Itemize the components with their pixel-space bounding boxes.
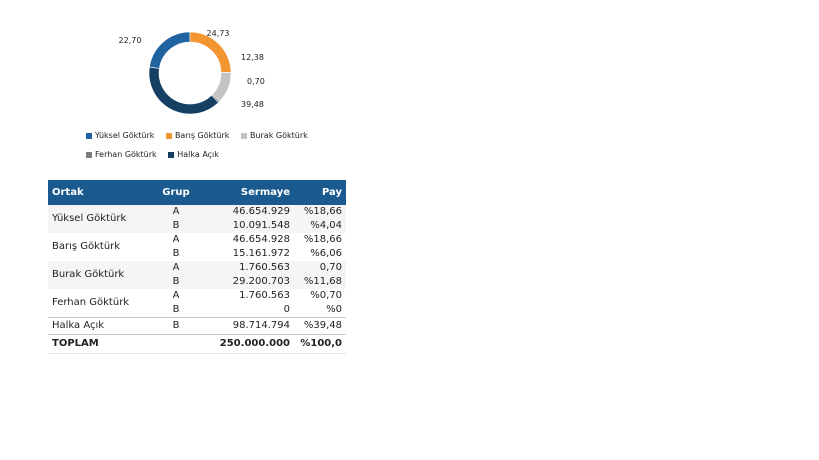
group-cell: B [143,219,209,233]
legend-swatch [86,152,92,158]
legend-label: Halka Açık [177,150,219,159]
table-row [48,233,346,247]
share-cell: %18,66 [294,205,346,219]
group-cell: B [143,275,209,289]
shareholder-name: Burak Göktürk [48,261,143,289]
legend-swatch [168,152,174,158]
donut-slice-1[interactable] [190,32,231,72]
legend-swatch [166,133,172,139]
legend-item-yuksel[interactable] [86,127,154,145]
table-header-row [48,180,346,205]
table-row [48,205,346,219]
capital-cell: 10.091.548 [209,219,294,233]
table-row [48,261,346,275]
capital-cell: 0 [283,304,290,315]
legend-label: Yüksel Göktürk [95,131,155,140]
donut-chart [110,20,310,125]
legend-item-ferhan[interactable] [86,146,157,164]
legend-swatch [241,133,247,139]
total-capital: 250.000.000 [209,335,294,354]
total-row [48,335,346,354]
share-cell: 0,70 [294,261,346,275]
data-label-0: 22,70 [118,36,142,45]
group-cell: A [172,290,180,301]
shareholder-table [48,180,346,354]
group-cell: A [172,234,180,245]
donut-slice-0[interactable] [149,32,190,69]
group-cell-empty [143,335,209,354]
total-label: TOPLAM [48,335,143,354]
data-label-2: 12,38 [241,53,264,62]
capital-cell: 1.760.563 [209,261,294,275]
legend-item-halka[interactable] [168,146,219,164]
table-row [48,318,346,335]
share-cell: %18,66 [303,234,342,245]
data-label-3: 0,70 [247,77,265,86]
legend-item-burak[interactable] [241,127,308,145]
group-cell: A [143,261,209,275]
capital-cell: 1.760.563 [239,290,290,301]
data-label-4: 39,48 [241,100,264,109]
table-row [48,289,346,303]
share-cell: %0,70 [310,290,342,301]
header-pay[interactable]: Pay [294,180,346,205]
share-cell: %6,06 [310,248,342,259]
total-share: %100,0 [294,335,346,354]
group-cell: A [143,205,209,219]
legend-item-baris[interactable] [166,127,229,145]
header-sermaye[interactable]: Sermaye [209,180,294,205]
legend-label: Barış Göktürk [174,131,230,140]
shareholder-name: Halka Açık [48,318,143,335]
donut-slice-4[interactable] [149,67,218,114]
legend-label: Burak Göktürk [249,131,308,140]
legend-label: Ferhan Göktürk [95,150,157,159]
share-cell: %0 [326,304,342,315]
capital-cell: 98.714.794 [209,318,294,335]
group-cell: B [143,318,209,335]
share-cell: %39,48 [294,318,346,335]
shareholder-name: Ferhan Göktürk [52,297,130,308]
shareholder-name: Barış Göktürk [52,241,121,252]
capital-cell: 46.654.929 [209,205,294,219]
legend-swatch [86,133,92,139]
data-label-1: 24,73 [206,29,230,38]
group-cell: B [172,248,180,259]
share-cell: %11,68 [294,275,346,289]
header-ortak[interactable]: Ortak [48,180,143,205]
shareholder-name: Yüksel Göktürk [48,205,143,233]
capital-cell: 46.654.928 [232,234,290,245]
group-cell: B [172,304,180,315]
chart-legend [86,127,346,165]
share-cell: %4,04 [294,219,346,233]
capital-cell: 15.161.972 [232,248,290,259]
header-grup[interactable]: Grup [143,180,209,205]
capital-cell: 29.200.703 [209,275,294,289]
